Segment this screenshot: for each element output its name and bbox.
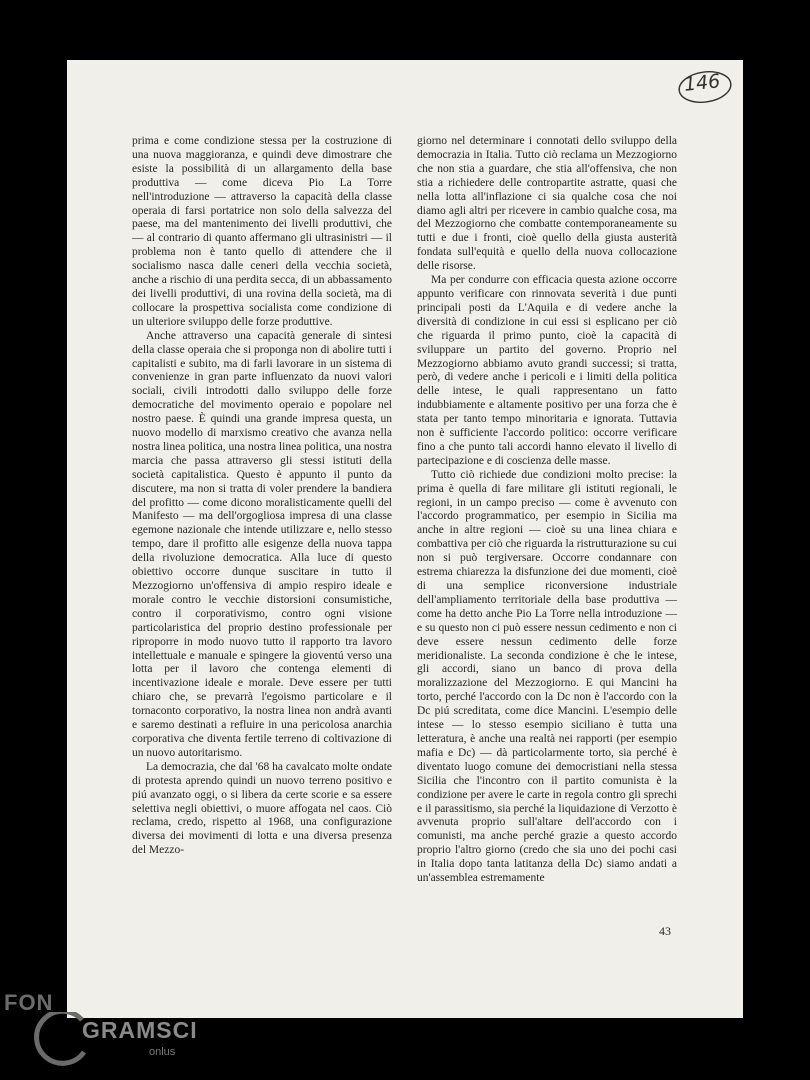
logo-text-line1: FON xyxy=(4,990,54,1015)
logo-suffix: onlus xyxy=(149,1046,176,1058)
paragraph: Ma per condurre con efficacia questa azione occorre appunto verificare con rinnovata severità i due punti principali posti da L'Aquila e di vedere anche la diversità di condizione in cui essi si esplicano per ciò che riguarda il primo punto, cioè la capacità di sviluppare un partito del governo. Proprio nel Mezzogiorno abbiamo avuto grandi successi; si tratta, però, di vedere anche i pericoli e i limiti della politica delle intese, le quali rappresentano un fatto indubbiamente e altamente positivo per una forza che è stata per tanto tempo minoritaria e ignorata. Tuttavia non è sufficiente l'accordo politico: occorre verificare fino a che punto tali accordi hanno elevato il livello di partecipazione e di coscienza delle masse. xyxy=(417,274,677,467)
page-number: 43 xyxy=(659,924,671,938)
left-text-column xyxy=(132,135,392,858)
paragraph: Anche attraverso una capacità generale di sintesi della classe operaia che si proponga non di abolire tutti i capitalisti e subito, ma di farli lavorare in un sistema di convenienze in gran parte influenzato da nuovi valori sociali, civili introdotti dallo sviluppo delle forze democratiche del movimento operaio e popolare nel nostro paese. È quindi una grande impresa questa, un nuovo modello di marxismo creativo che avanza nella nostra linea politica, una nostra linea politica, una nostra marcia che passa attraverso gli stessi istituti della società capitalistica. Questo è appunto il punto da discutere, ma non si tratta di voler prendere la bandiera del profitto — come dicono moralisticamente quelli del Manifesto — ma dell'orgogliosa impresa di una classe egemone nazionale che intende utilizzare e, nello stesso tempo, dare il profitto alle esigenze della nuova tappa della rivoluzione democratica. Alla luce di questo obiettivo occorre dunque suscitare in tutto il Mezzogiorno un'offensiva di ampio respiro ideale e morale contro le vecchie distorsioni consumistiche, contro il corporativismo, contro ogni visione particolaristica del proprio destino professionale per riproporre in modo nuovo tutto il rapporto tra lavoro intellettuale e manuale e spingere la gioventú verso una lotta per il lavoro che contenga elementi di incentivazione ideale e morale. Deve essere per tutti chiaro che, se prevarrà l'egoismo particolare e il tornaconto corporativo, la nostra linea non andrà avanti e saremo destinati a refluire in una pericolosa anarchia corporativa che diventa fertile terreno di coltivazione di un nuovo autoritarismo. xyxy=(132,329,392,759)
logo-text-line2: GRAMSCI xyxy=(82,1017,198,1043)
handwritten-page-number xyxy=(676,68,734,106)
handwritten-number-text: 146 xyxy=(682,70,722,96)
paragraph: La democrazia, che dal '68 ha cavalcato molte ondate di protesta aprendo quindi un nuovo terreno positivo e piú avanzato oggi, o si libera da certe scorie e sa essere selettiva negli obiettivi, o muore affogata nel caos. Ciò reclama, credo, rispetto al 1968, una configurazione diversa dei movimenti di lotta e una diversa presenza del Mezzo- xyxy=(132,760,392,857)
paragraph: Tutto ciò richiede due condizioni molto precise: la prima è quella di fare militare gli istituti regionali, le regioni, in un campo preciso — come è avvenuto con l'accordo programmatico, per esempio in Sicilia ma anche in altre regioni — cioè su una linea chiara e combattiva per ciò che riguarda la ristrutturazione su cui non si può tergiversare. Occorre condannare con estrema chiarezza la disfunzione dei due momenti, cioè di una semplice riconversione industriale dell'ampliamento territoriale della base produttiva — come ha detto anche Pio La Torre nella introduzione — e su questo non ci può essere nessun cedimento e non ci deve essere nessun cedimento delle forze meridionaliste. La seconda condizione è che le intese, gli accordi, siano un banco di prova della moralizzazione del Mezzogiorno. E qui Mancini ha torto, perché l'accordo con la Dc non è l'accordo con la Dc piú screditata, come dice Mancini. L'esempio delle intese — lo stesso esempio siciliano è tutta una letteratura, è anche una realtà nei rapporti (per esempio mafia e Dc) — dà particolarmente torto, sia perché è diventato luogo comune dei democristiani nella stessa Sicilia che l'incontro con il partito comunista è la condizione per avere le carte in regola contro gli sprechi e il parassitismo, sia perché la liquidazione di Verzotto è avvenuta proprio sull'altare dell'accordo con i comunisti, ma anche perché grazie a questo accordo proprio l'altro giorno (credo che sia uno dei pochi casi in Italia dopo tanta latitanza della Dc) siamo andati a un'assemblea estremamente xyxy=(417,468,677,885)
right-text-column xyxy=(417,135,677,886)
paragraph: giorno nel determinare i connotati dello sviluppo della democrazia in Italia. Tutto ciò reclama un Mezzogiorno che non stia a guardare, che stia all'offensiva, che non stia a richiedere delle contropartite astratte, quasi che nella lotta all'inflazione ci sia qualche cosa che noi diamo agli altri per ricevere in cambio qualche cosa, ma del Mezzogiorno che combatte contemporaneamente su tutti e due i fronti, cioè quello della giusta austerità fondata sull'equità e quello della nuova collocazione delle risorse. xyxy=(417,135,677,273)
paragraph: prima e come condizione stessa per la costruzione di una nuova maggioranza, e quindi deve dimostrare che esiste la possibilità di un allargamento della base produttiva — come diceva Pio La Torre nell'introduzione — attraverso la capacità della classe operaia di farsi portatrice non solo della salvezza del paese, ma del mantenimento dei livelli produttivi, che — al contrario di quanto affermano gli ultrasinistri — il problema non è tanto quello di attendere che il socialismo nasca dalle ceneri della vecchia società, anche a rischio di una perdita secca, di un abbassamento dei livelli produttivi, di una rovina della società, ma di collocare la prospettiva socialista come condizione di un ulteriore sviluppo delle forze produttive. xyxy=(132,135,392,328)
logo-arc-icon xyxy=(30,1012,90,1068)
